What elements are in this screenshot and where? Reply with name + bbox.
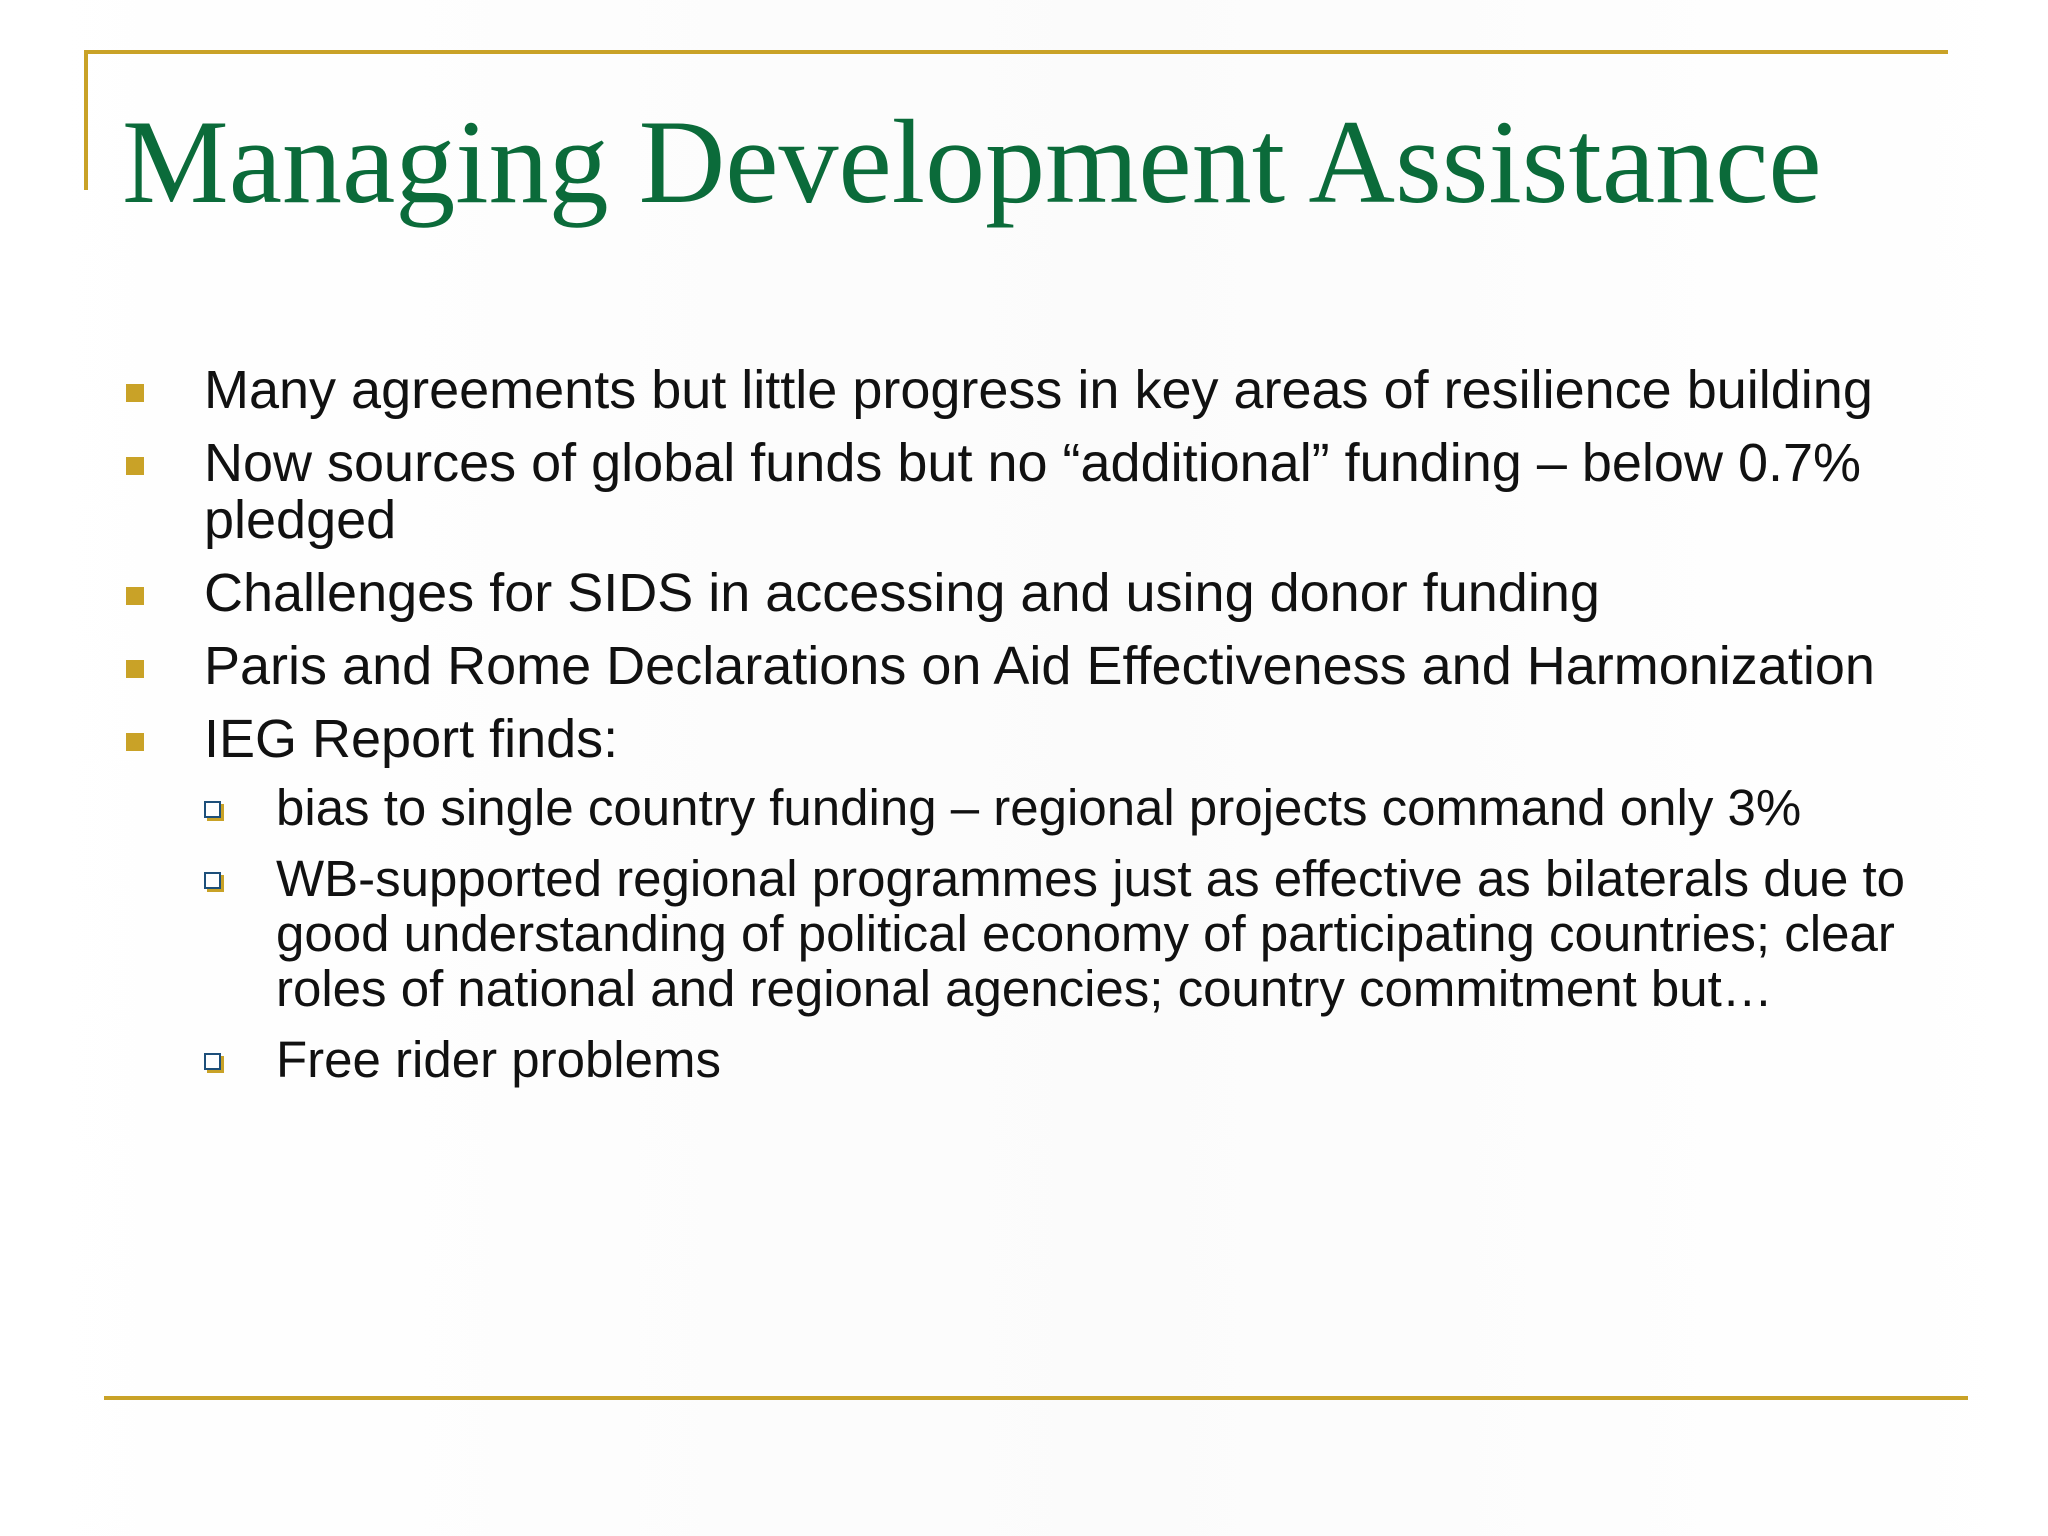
bullet-text: Many agreements but little progress in key areas of resilience building <box>204 360 1873 420</box>
square-bullet-icon <box>126 733 144 751</box>
square-bullet-icon <box>126 384 144 402</box>
square-bullet-icon <box>126 660 144 678</box>
hollow-square-bullet-icon <box>204 801 221 818</box>
sub-bullet-item <box>202 1032 1966 1087</box>
hollow-square-bullet-icon <box>204 1053 221 1070</box>
left-rule <box>84 50 88 190</box>
bullet-item <box>126 711 1966 1087</box>
square-bullet-icon <box>126 457 144 475</box>
bullet-text: IEG Report finds: <box>204 709 619 769</box>
bullet-text: Now sources of global funds but no “additional” funding – below 0.7% pledged <box>204 433 1862 550</box>
top-rule <box>84 50 1948 54</box>
sub-bullet-text: Free rider problems <box>276 1031 721 1088</box>
bullet-list <box>126 362 1966 1103</box>
sub-bullet-list <box>202 780 1966 1087</box>
sub-bullet-text: bias to single country funding – regional projects command only 3% <box>276 779 1802 836</box>
bullet-item <box>126 565 1966 622</box>
bullet-item <box>126 638 1966 695</box>
bottom-rule <box>104 1396 1968 1400</box>
bullet-item <box>126 362 1966 419</box>
square-bullet-icon <box>126 587 144 605</box>
bullet-text: Paris and Rome Declarations on Aid Effectiveness and Harmonization <box>204 636 1875 696</box>
slide-title: Managing Development Assistance <box>122 95 1822 228</box>
bullet-text: Challenges for SIDS in accessing and using donor funding <box>204 563 1600 623</box>
hollow-square-bullet-icon <box>204 872 221 889</box>
bullet-item <box>126 435 1966 549</box>
sub-bullet-text: WB-supported regional programmes just as effective as bilaterals due to good understanding of political economy of participating countries; clear roles of national and regional agencies; country commitment but… <box>276 850 1906 1017</box>
sub-bullet-item <box>202 851 1966 1016</box>
sub-bullet-item <box>202 780 1966 835</box>
